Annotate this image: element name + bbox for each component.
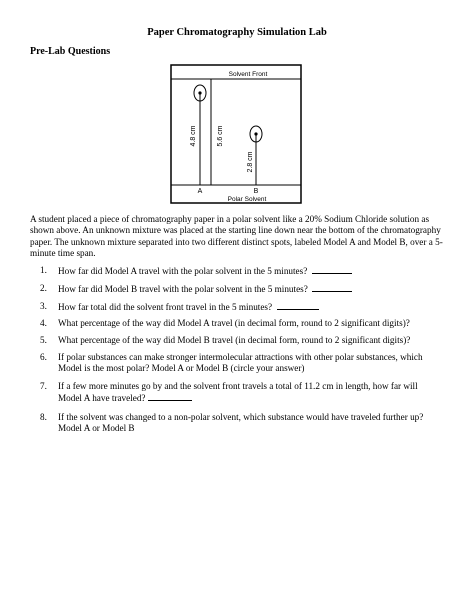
answer-blank[interactable] <box>148 392 192 401</box>
question-text: If the solvent was changed to a non-polar solvent, which substance would have traveled further up? <box>58 412 424 422</box>
question-text-continued: Model is the most polar? Model A or Model B (circle your answer) <box>58 363 305 374</box>
question-number: 7. <box>40 381 47 391</box>
answer-blank[interactable] <box>277 301 319 310</box>
question-number: 6. <box>40 352 47 362</box>
intro-paragraph: A student placed a piece of chromatography paper in a polar solvent like a 20% Sodium Chloride solution as shown above. An unknown mixture was placed at the starting line down near the bottom of the chromatography paper. The unknown mixture separated into two different distinct spots, labeled Model A and Model B, over a 5-minute time span. <box>30 214 443 259</box>
label-4-8-cm: 4.8 cm <box>190 125 197 147</box>
question-text: If a few more minutes go by and the solvent front travels a total of 11.2 cm in length, how far will <box>58 381 418 391</box>
section-heading: Pre-Lab Questions <box>30 46 111 57</box>
answer-blank[interactable] <box>312 265 352 274</box>
label-a: A <box>197 188 203 195</box>
question-text-continued: Model A have traveled? <box>58 393 146 404</box>
question-number: 5. <box>40 335 47 345</box>
question-text: What percentage of the way did Model B travel (in decimal form, round to 2 significant digits)? <box>58 335 411 345</box>
polar-solvent-label: Polar Solvent <box>227 196 267 203</box>
label-5-6-cm: 5.6 cm <box>217 125 224 147</box>
question-number: 4. <box>40 318 47 328</box>
question-number: 2. <box>40 283 47 293</box>
solvent-front-label: Solvent Front <box>228 71 268 78</box>
chromatography-diagram <box>170 64 302 204</box>
question-text-continued: Model A or Model B <box>58 423 135 434</box>
page-title: Paper Chromatography Simulation Lab <box>147 27 327 38</box>
label-2-8-cm: 2.8 cm <box>247 151 254 173</box>
question-number: 1. <box>40 265 47 275</box>
question-number: 3. <box>40 301 47 311</box>
question-text: How far did Model B travel with the polar solvent in the 5 minutes? <box>58 284 308 294</box>
question-text: What percentage of the way did Model A travel (in decimal form, round to 2 significant digits)? <box>58 318 410 328</box>
question-text: If polar substances can make stronger intermolecular attractions with other polar substances, which <box>58 352 423 362</box>
question-number: 8. <box>40 412 47 422</box>
question-text: How far did Model A travel with the polar solvent in the 5 minutes? <box>58 266 308 276</box>
answer-blank[interactable] <box>312 283 352 292</box>
question-text: How far total did the solvent front travel in the 5 minutes? <box>58 302 273 312</box>
label-b: B <box>253 188 259 195</box>
